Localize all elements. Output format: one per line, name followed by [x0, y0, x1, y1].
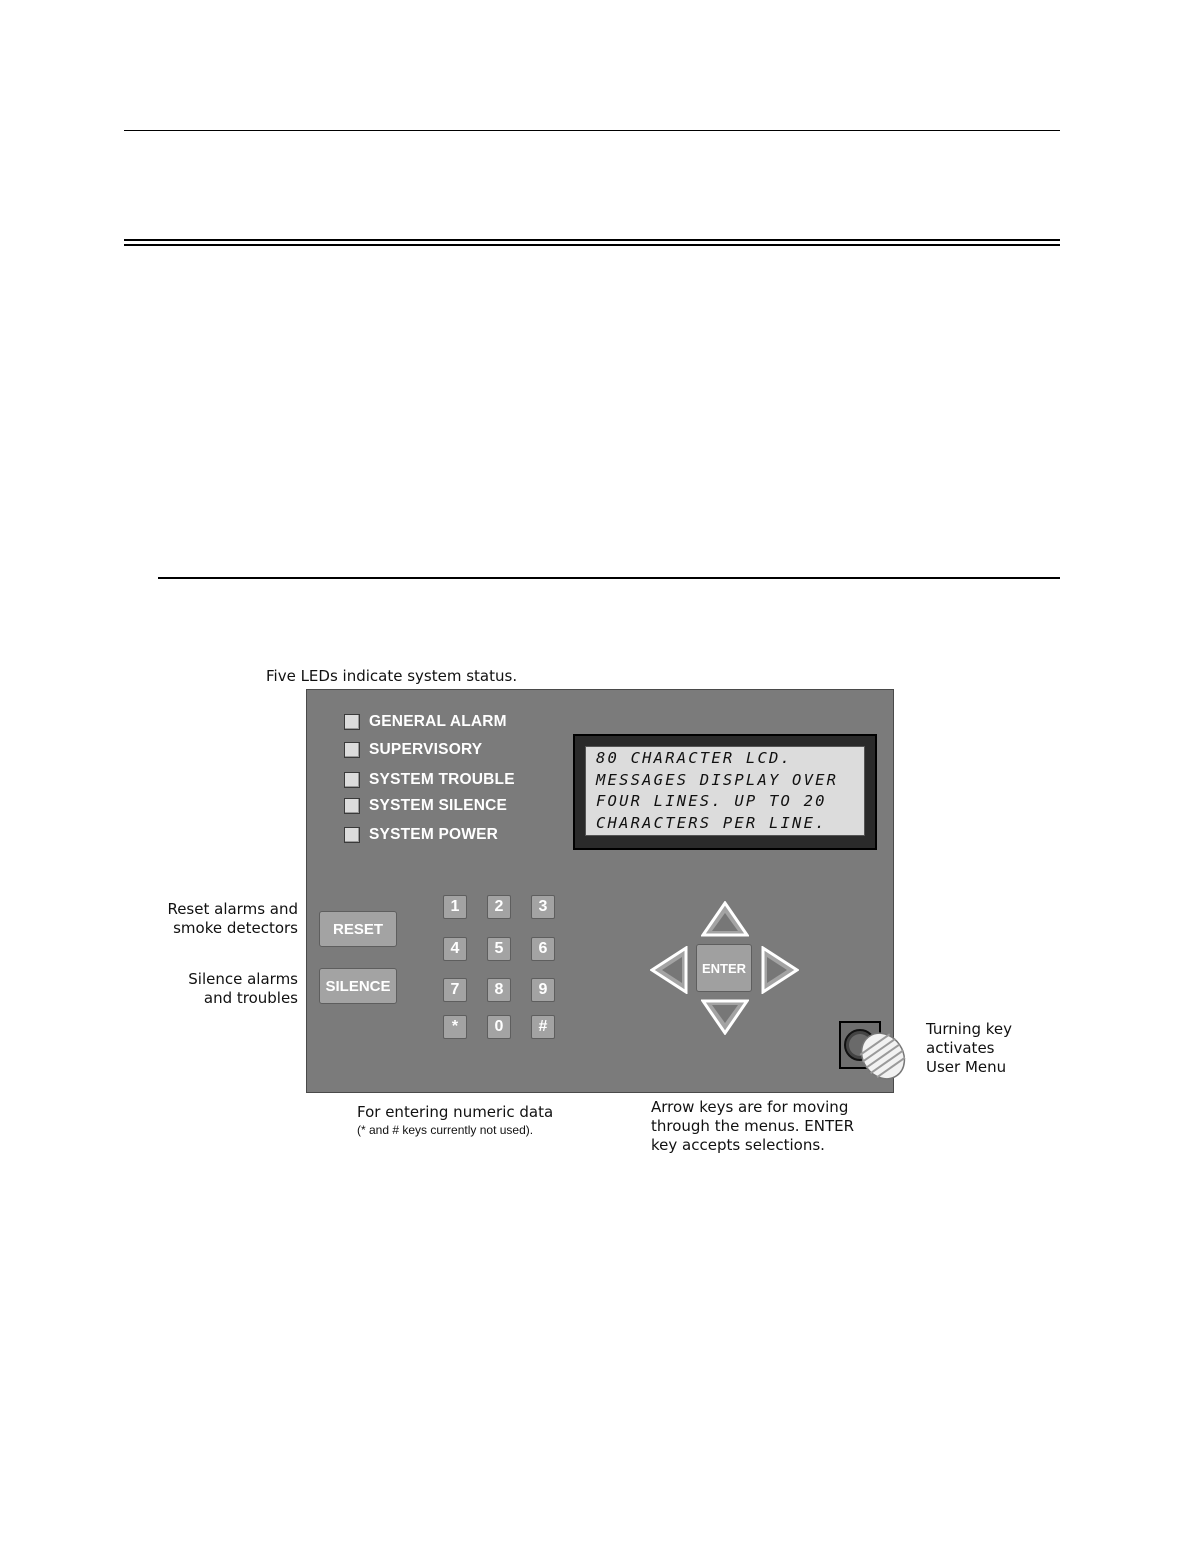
- arrow-right-button[interactable]: [761, 946, 799, 994]
- arrow-down-button[interactable]: [701, 999, 749, 1035]
- control-panel: [306, 689, 894, 1093]
- top-rule: [124, 130, 1060, 131]
- reset-caption: Reset alarms and smoke detectors: [167, 900, 298, 937]
- led-indicator: [344, 742, 360, 758]
- reset-button[interactable]: RESET: [319, 911, 397, 947]
- key-7[interactable]: 7: [443, 978, 467, 1002]
- lcd-line-1: 80 CHARACTER LCD.: [596, 749, 793, 767]
- led-system-trouble: [344, 770, 515, 790]
- lcd-screen: [585, 746, 865, 836]
- leds-caption: Five LEDs indicate system status.: [266, 667, 518, 685]
- led-system-silence: [344, 796, 507, 816]
- key-switch-icon[interactable]: [839, 1020, 909, 1082]
- led-indicator: [344, 798, 360, 814]
- arrow-up-button[interactable]: [701, 901, 749, 937]
- led-system-power: [344, 825, 498, 845]
- key-8[interactable]: 8: [487, 978, 511, 1002]
- led-indicator: [344, 714, 360, 730]
- key-2[interactable]: 2: [487, 895, 511, 919]
- double-rule-lower: [124, 244, 1060, 246]
- key-star[interactable]: *: [443, 1015, 467, 1039]
- arrows-caption: Arrow keys are for moving through the menus. ENTER key accepts selections.: [651, 1098, 855, 1154]
- led-label: SYSTEM TROUBLE: [369, 771, 515, 788]
- lcd-line-3: FOUR LINES. UP TO 20: [596, 792, 827, 810]
- lcd-line-4: CHARACTERS PER LINE.: [596, 813, 827, 832]
- key-hash[interactable]: #: [531, 1015, 555, 1039]
- enter-button[interactable]: ENTER: [696, 944, 752, 992]
- keypad-caption: For entering numeric data: [357, 1103, 554, 1121]
- key-4[interactable]: 4: [443, 937, 467, 961]
- key-1[interactable]: 1: [443, 895, 467, 919]
- silence-caption: Silence alarms and troubles: [188, 970, 298, 1007]
- key-5[interactable]: 5: [487, 937, 511, 961]
- lcd-display: [573, 734, 877, 850]
- silence-button[interactable]: SILENCE: [319, 968, 397, 1004]
- led-label: SYSTEM SILENCE: [369, 797, 508, 814]
- led-supervisory: [344, 740, 482, 760]
- led-label: SYSTEM POWER: [369, 826, 498, 843]
- led-general-alarm: [344, 712, 507, 732]
- key-9[interactable]: 9: [531, 978, 555, 1002]
- keypad-subcaption: (* and # keys currently not used).: [357, 1123, 534, 1137]
- led-label: SUPERVISORY: [369, 741, 483, 758]
- key-caption: Turning key activates User Menu: [926, 1020, 1013, 1076]
- double-rule-upper: [124, 239, 1060, 241]
- lcd-line-2: MESSAGES DISPLAY OVER: [596, 770, 839, 789]
- key-6[interactable]: 6: [531, 937, 555, 961]
- key-0[interactable]: 0: [487, 1015, 511, 1039]
- section-rule: [158, 577, 1060, 579]
- led-indicator: [344, 772, 360, 788]
- arrow-left-button[interactable]: [650, 946, 688, 994]
- key-3[interactable]: 3: [531, 895, 555, 919]
- led-indicator: [344, 827, 360, 843]
- led-label: GENERAL ALARM: [369, 713, 507, 730]
